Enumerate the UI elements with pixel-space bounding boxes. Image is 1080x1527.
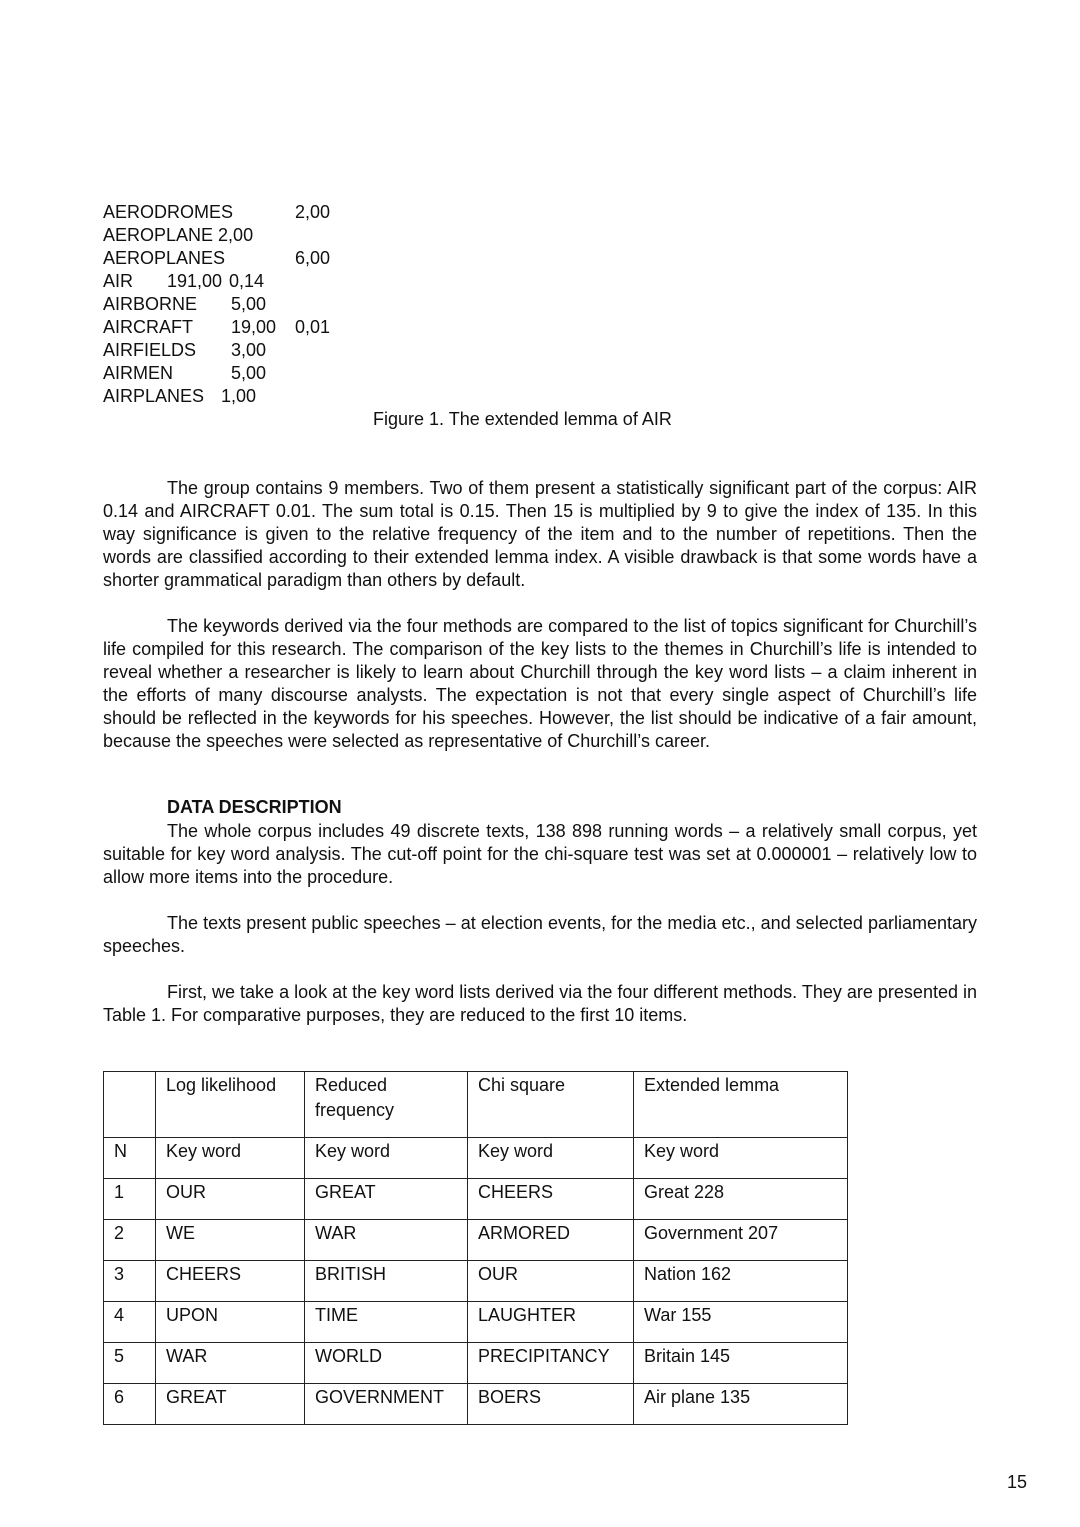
table-row	[104, 1138, 848, 1179]
table-cell: Key word	[156, 1138, 305, 1179]
lemma-relative-frequency: 0,01	[295, 317, 331, 337]
table-cell: Key word	[305, 1138, 468, 1179]
table-header-cell	[104, 1072, 156, 1138]
lemma-relative-frequency: 0,14	[229, 271, 265, 291]
lemma-word: AIRFIELDS	[103, 340, 197, 360]
table-cell: ARMORED	[468, 1220, 634, 1261]
table-cell: Nation 162	[634, 1261, 848, 1302]
table-cell: OUR	[156, 1179, 305, 1220]
table-cell: GOVERNMENT	[305, 1384, 468, 1425]
table-cell: WAR	[305, 1220, 468, 1261]
table-cell: WE	[156, 1220, 305, 1261]
table-cell: BOERS	[468, 1384, 634, 1425]
table-cell: TIME	[305, 1302, 468, 1343]
lemma-row	[103, 201, 503, 224]
table-cell: LAUGHTER	[468, 1302, 634, 1343]
table-row	[104, 1302, 848, 1343]
lemma-row	[103, 339, 503, 362]
body-paragraph: The whole corpus includes 49 discrete texts, 138 898 running words – a relatively small corpus, yet suitable for key word analysis. The cut-off point for the chi-square test was set at 0.000001 – relatively low to allow more items into the procedure.	[103, 821, 977, 887]
table-cell: 2	[104, 1220, 156, 1261]
table-header-cell: Chi square	[468, 1072, 634, 1138]
table-cell: CHEERS	[468, 1179, 634, 1220]
table-cell: 1	[104, 1179, 156, 1220]
table-cell: UPON	[156, 1302, 305, 1343]
lemma-word: AIRMEN	[103, 363, 174, 383]
lemma-frequency: 1,00	[221, 386, 257, 406]
lemma-frequency: 191,00	[167, 271, 223, 291]
lemma-frequency: 5,00	[231, 294, 267, 314]
table-cell: PRECIPITANCY	[468, 1343, 634, 1384]
table-row	[104, 1179, 848, 1220]
lemma-word: AIRCRAFT	[103, 317, 193, 337]
lemma-frequency: 3,00	[231, 340, 267, 360]
table-cell: Key word	[468, 1138, 634, 1179]
extended-lemma-list	[103, 201, 503, 408]
table-cell: CHEERS	[156, 1261, 305, 1302]
table-header-cell: Extended lemma	[634, 1072, 848, 1138]
lemma-row	[103, 316, 503, 339]
page-number: 15	[1006, 1472, 1027, 1492]
table-cell: OUR	[468, 1261, 634, 1302]
table-cell: Government 207	[634, 1220, 848, 1261]
table-cell: GREAT	[156, 1384, 305, 1425]
lemma-frequency: 2,00	[295, 202, 331, 222]
lemma-row	[103, 293, 503, 316]
lemma-word: AEROPLANE 2,00	[103, 225, 254, 245]
lemma-row	[103, 224, 503, 247]
body-paragraph: The group contains 9 members. Two of them present a statistically significant part of the corpus: AIR 0.14 and AIRCRAFT 0.01. The sum total is 0.15. Then 15 is multiplied by 9 to give the index of 135. In this way significance is given to the relative frequency of the item and to the number of repetitions. Then the words are classified according to their extended lemma index. A visible drawback is that some words have a shorter grammatical paradigm than others by default.	[103, 478, 977, 590]
table-cell: Great 228	[634, 1179, 848, 1220]
section-heading: DATA DESCRIPTION	[167, 797, 342, 817]
lemma-word: AEROPLANES	[103, 248, 226, 268]
table-cell: Key word	[634, 1138, 848, 1179]
table-cell: Britain 145	[634, 1343, 848, 1384]
table-row	[104, 1384, 848, 1425]
table-cell: 4	[104, 1302, 156, 1343]
table-cell: 3	[104, 1261, 156, 1302]
figure-caption: Figure 1. The extended lemma of AIR	[373, 409, 672, 429]
lemma-frequency: 19,00	[231, 317, 277, 337]
table-cell: WORLD	[305, 1343, 468, 1384]
body-paragraph: The keywords derived via the four methods are compared to the list of topics significant for Churchill’s life compiled for this research. The comparison of the key lists to the themes in Churchill’s life is intended to reveal whether a researcher is likely to learn about Churchill through the key word lists – a claim inherent in the efforts of many discourse analysts. The expectation is not that every single aspect of Churchill’s life should be reflected in the keywords for his speeches. However, the list should be indicative of a fair amount, because the speeches were selected as representative of Churchill’s career.	[103, 616, 977, 751]
table-row	[104, 1261, 848, 1302]
lemma-frequency: 6,00	[295, 248, 331, 268]
table-cell: BRITISH	[305, 1261, 468, 1302]
lemma-row	[103, 362, 503, 385]
table-cell: 6	[104, 1384, 156, 1425]
table-header-row	[104, 1072, 848, 1138]
lemma-frequency: 5,00	[231, 363, 267, 383]
lemma-word: AIRBORNE	[103, 294, 198, 314]
table-cell: N	[104, 1138, 156, 1179]
table-cell: Air plane 135	[634, 1384, 848, 1425]
body-paragraph: First, we take a look at the key word lists derived via the four different methods. They are presented in Table 1. For comparative purposes, they are reduced to the first 10 items.	[103, 982, 977, 1025]
lemma-word: AERODROMES	[103, 202, 234, 222]
lemma-word: AIR	[103, 271, 134, 291]
table-row	[104, 1343, 848, 1384]
lemma-row	[103, 247, 503, 270]
table-cell: War 155	[634, 1302, 848, 1343]
keyword-table	[103, 1071, 848, 1425]
table-cell: 5	[104, 1343, 156, 1384]
table-cell: GREAT	[305, 1179, 468, 1220]
body-paragraph: The texts present public speeches – at election events, for the media etc., and selected parliamentary speeches.	[103, 913, 977, 956]
lemma-word: AIRPLANES	[103, 386, 205, 406]
lemma-row	[103, 385, 503, 408]
table-row	[104, 1220, 848, 1261]
table-header-cell: Reduced frequency	[305, 1072, 468, 1138]
table-cell: WAR	[156, 1343, 305, 1384]
table-header-cell: Log likelihood	[156, 1072, 305, 1138]
lemma-row	[103, 270, 503, 293]
